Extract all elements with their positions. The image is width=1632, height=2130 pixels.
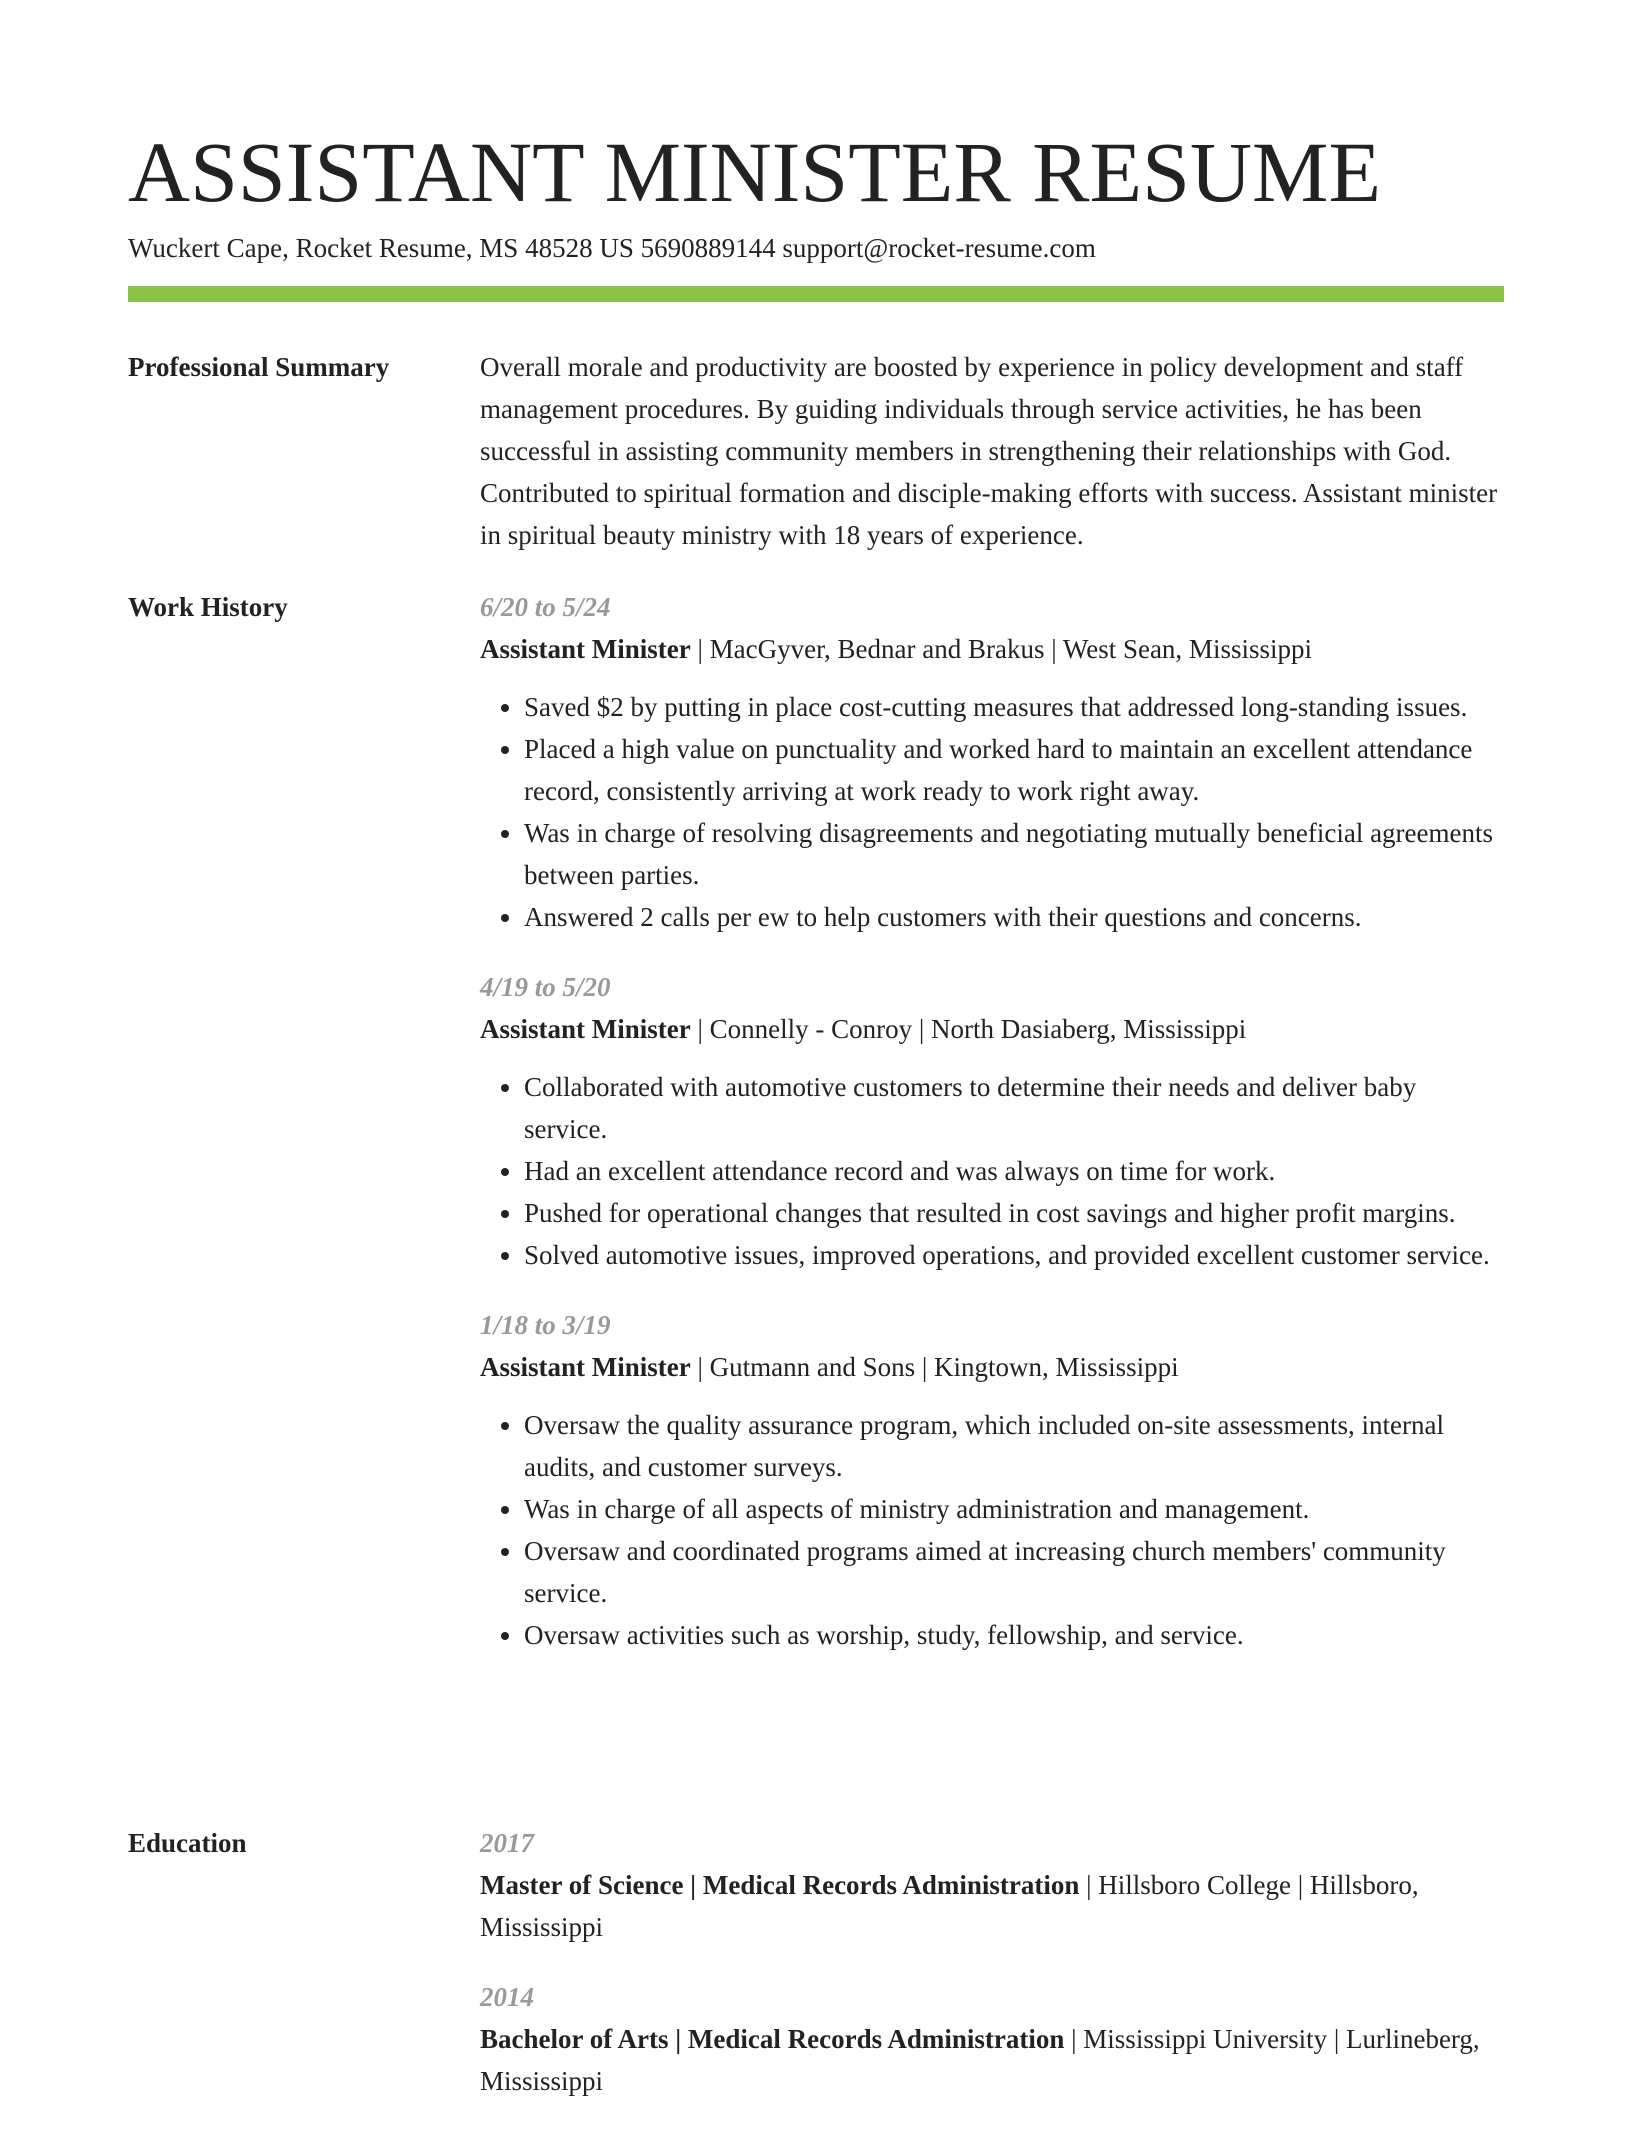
job-details: | Connelly - Conroy | North Dasiaberg, Mississippi bbox=[690, 1014, 1247, 1044]
accent-divider bbox=[128, 286, 1504, 302]
contact-line: Wuckert Cape, Rocket Resume, MS 48528 US 5690889144 support@rocket-resume.com bbox=[128, 233, 1096, 263]
summary-section bbox=[128, 346, 1504, 550]
job-title: Assistant Minister bbox=[480, 1352, 691, 1382]
education-degree: Bachelor of Arts | Medical Records Administration bbox=[480, 2024, 1065, 2054]
summary-text: Overall morale and productivity are boosted by experience in policy development and staff management procedures. By guiding individuals through service activities, he has been successful in assisting community members in strengthening their relationships with God. Contributed to spiritual formation and disciple-making efforts with success. Assistant minister in spiritual beauty ministry with 18 years of experience. bbox=[480, 352, 1498, 550]
education-body bbox=[480, 1822, 1504, 2130]
job-role-line bbox=[480, 628, 1504, 670]
job-details: | Gutmann and Sons | Kingtown, Mississippi bbox=[690, 1352, 1179, 1382]
list-item: • Oversaw activities such as worship, study, fellowship, and service. bbox=[524, 1614, 1504, 1656]
job-dates: 1/18 to 3/19 bbox=[480, 1310, 611, 1340]
list-item: • Saved $2 by putting in place cost-cutting measures that addressed long-standing issues. bbox=[524, 686, 1504, 728]
page-title: ASSISTANT MINISTER RESUME bbox=[128, 124, 1382, 220]
summary-body bbox=[480, 346, 1504, 556]
education-entry bbox=[480, 1822, 1504, 1948]
job-role-line bbox=[480, 1346, 1504, 1388]
section-label-summary: Professional Summary bbox=[128, 352, 390, 382]
education-details: | Mississippi University | Lurlineberg, Mississippi bbox=[480, 2024, 1480, 2096]
education-section bbox=[128, 1822, 1504, 2112]
list-item: • Oversaw the quality assurance program, which included on-site assessments, internal audits, and customer surveys. bbox=[524, 1404, 1504, 1488]
education-year: 2014 bbox=[480, 1982, 534, 2012]
list-item: • Was in charge of all aspects of ministry administration and management. bbox=[524, 1488, 1504, 1530]
job-entry bbox=[480, 1304, 1504, 1656]
section-label-education: Education bbox=[128, 1828, 247, 1858]
job-bullets bbox=[480, 686, 1504, 938]
education-year: 2017 bbox=[480, 1828, 534, 1858]
job-title: Assistant Minister bbox=[480, 1014, 691, 1044]
education-degree: Master of Science | Medical Records Administration bbox=[480, 1870, 1080, 1900]
list-item: • Collaborated with automotive customers to determine their needs and deliver baby service. bbox=[524, 1066, 1504, 1150]
list-item: • Oversaw and coordinated programs aimed at increasing church members' community service. bbox=[524, 1530, 1504, 1614]
job-details: | MacGyver, Bednar and Brakus | West Sean, Mississippi bbox=[690, 634, 1312, 664]
education-line bbox=[480, 1864, 1504, 1948]
job-role-line bbox=[480, 1008, 1504, 1050]
job-dates: 4/19 to 5/20 bbox=[480, 972, 611, 1002]
job-bullets bbox=[480, 1066, 1504, 1276]
list-item: • Was in charge of resolving disagreements and negotiating mutually beneficial agreements between parties. bbox=[524, 812, 1504, 896]
job-dates: 6/20 to 5/24 bbox=[480, 592, 611, 622]
resume-header bbox=[128, 124, 1504, 266]
list-item: • Answered 2 calls per ew to help customers with their questions and concerns. bbox=[524, 896, 1504, 938]
list-item: • Had an excellent attendance record and was always on time for work. bbox=[524, 1150, 1504, 1192]
education-line bbox=[480, 2018, 1504, 2102]
job-entry bbox=[480, 586, 1504, 938]
job-title: Assistant Minister bbox=[480, 634, 691, 664]
job-bullets bbox=[480, 1404, 1504, 1656]
education-entry bbox=[480, 1976, 1504, 2102]
work-history-body bbox=[480, 586, 1504, 1684]
list-item: • Pushed for operational changes that resulted in cost savings and higher profit margins. bbox=[524, 1192, 1504, 1234]
work-history-section bbox=[128, 586, 1504, 1786]
job-entry bbox=[480, 966, 1504, 1276]
list-item: • Solved automotive issues, improved operations, and provided excellent customer service. bbox=[524, 1234, 1504, 1276]
education-details: | Hillsboro College | Hillsboro, Mississippi bbox=[480, 1870, 1419, 1942]
section-label-work-history: Work History bbox=[128, 592, 288, 622]
list-item: • Placed a high value on punctuality and worked hard to maintain an excellent attendance record, consistently arriving at work ready to work right away. bbox=[524, 728, 1504, 812]
